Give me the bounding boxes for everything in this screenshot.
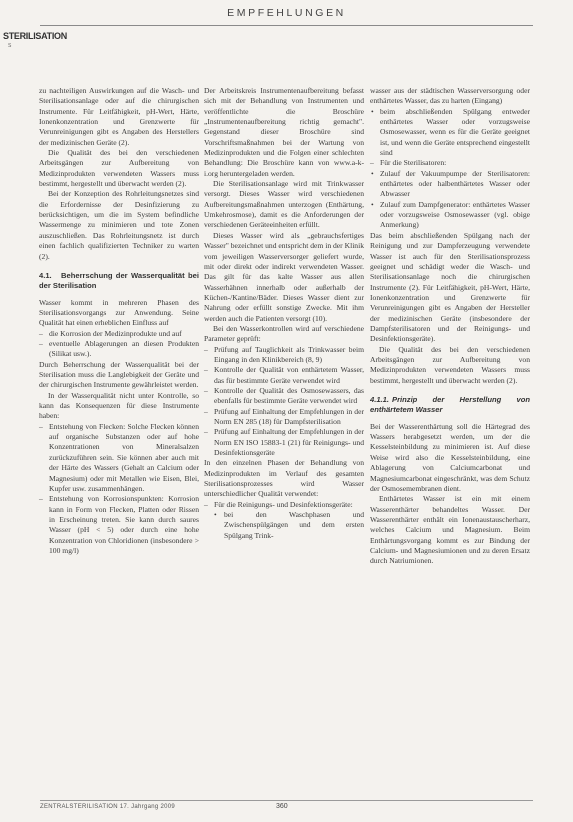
paragraph: Die Qualität des bei den verschiedenen Arbeitsgängen zur Aufbereitung von Medizinprodukten verwendeten Wassers muss bestimmt, hergestellt und überwacht werden (2). xyxy=(39,148,199,189)
section-header: EMPFEHLUNGEN xyxy=(227,7,346,19)
paragraph: Die Sterilisationsanlage wird mit Trinkwasser versorgt. Dieses Wasser wird verschiedenen Aufbereitungsmaßnahmen unterzogen (Enthärtung, Umkehrosmose), damit es die Anforderungen der verschiedenen Geräteeinheiten erfüllt. xyxy=(204,179,364,230)
journal-logo: STERILISATION xyxy=(3,31,67,41)
section-heading-text: Beherrschung der Wasserqualität bei der Sterilisation xyxy=(39,270,199,291)
paragraph: Die Qualität des bei den verschiedenen Arbeitsgängen zur Aufbereitung von Medizinprodukten verwendeten Wassers muss bestimmt, hergestellt und überwacht werden (2). xyxy=(370,344,530,385)
paragraph: Der Arbeitskreis Instrumentenaufbereitung befasst sich mit der Behandlung von Instrumenten und veröffentlichte die Broschüre „Instrumentenaufbereitung richtig gemacht". Gegenstand dieser Broschüre sind Vorschriftsmaßnahmen bei der Wartung von Medizinprodukten und die Folgen einer schlechten Behandlung: Die Broschüre kann von www.a-k-i.org heruntergeladen werden. xyxy=(204,86,364,178)
list-item: – Prüfung auf Tauglichkeit als Trinkwasser beim Eingang in den Klinikbereich (8, 9) xyxy=(204,345,364,366)
footer-journal: ZENTRALSTERILISATION 17. Jahrgang 2009 xyxy=(40,804,176,810)
list-item: – Prüfung auf Einhaltung der Empfehlungen in der Norm EN 285 (18) für Dampfsterilisation xyxy=(204,407,364,428)
text-column-1 xyxy=(39,86,199,556)
list-item: • Zulauf zum Dampfgenerator: enthärtetes Wasser oder vorzugsweise Osmosewasser (vgl. obige Anmerkung) xyxy=(370,200,530,231)
bullet-list xyxy=(204,500,364,541)
bullet-list xyxy=(39,329,199,360)
text-column-3 xyxy=(370,86,530,567)
paragraph: Bei der Konzeption des Rohrleitungsnetzes sind die Erfordernisse der Desinfizierung zu berücksichtigen, um die im System befindliche Wassermenge zu minimieren und tote Zonen auszuschließen. Das Rohrleitungsnetz ist durch einen fachlich qualifizierten Techniker zu warten (2). xyxy=(39,189,199,261)
page-number: 360 xyxy=(276,803,288,810)
list-item: – Kontrolle der Qualität des Osmosewassers, das ebenfalls für bestimmte Geräte verwendet wird xyxy=(204,386,364,407)
header-rule xyxy=(40,25,533,26)
section-number: 4.1. xyxy=(39,270,52,280)
list-item: – Für die Sterilisatoren: xyxy=(370,158,530,168)
paragraph: In den einzelnen Phasen der Behandlung von Medizinprodukten im Verlauf des gesamten Sterilisationsprozesses wird Wasser unterschiedlicher Qualität verwendet: xyxy=(204,458,364,499)
text-column-2 xyxy=(204,86,364,541)
bullet-list xyxy=(204,345,364,459)
section-number: 4.1.1. xyxy=(370,394,389,404)
list-item: – eventuelle Ablagerungen an diesen Produkten (Silikat usw.). xyxy=(39,339,199,360)
paragraph: zu nachteiligen Auswirkungen auf die Wasch- und Sterilisationsanlage oder auf die chirurgischen Instrumente. Für Leitfähigkeit, pH-Wert, Härte, Ionenkonzentration und Grenzwerte für Verunreinigungen gibt es Angaben des Herstellers der medizinischen Geräte (2). xyxy=(39,86,199,147)
journal-logo-mark: S xyxy=(8,43,12,49)
bullet-list xyxy=(39,422,199,556)
paragraph: Bei den Wasserkontrollen wird auf verschiedene Parameter geprüft: xyxy=(204,323,364,344)
footer-rule xyxy=(40,800,533,801)
paragraph: In der Wasserqualität nicht unter Kontrolle, so kann das Konsequenzen für diese Instrumente haben: xyxy=(39,390,199,421)
section-heading xyxy=(370,395,530,416)
list-item: – Kontrolle der Qualität von enthärtetem Wasser, das für bestimmte Geräte verwendet wird xyxy=(204,365,364,386)
list-item: – Entstehung von Korrosionspunkten: Korrosion kann in Form von Flecken, Platten oder Rissen in Erscheinung treten. Sie kann durch saures Wasser (pH < 5) oder durch eine hohe Konzentration von Chloridionen (insbesondere > 100 mg/l) xyxy=(39,494,199,556)
paragraph: Bei der Wasserenthärtung soll die Härtegrad des Wassers herabgesetzt werden, um der die Kesselsteinbildung zu minimieren ist. Auf diese Weise wird also die Kesselsteinbildung, eine Ablagerung von Calciumcarbonat und Magnesiumcarbonat eingeschränkt, was dem Schutz der Osmosemembranen dient. xyxy=(370,421,530,493)
list-item: • beim abschließenden Spülgang entweder enthärtetes Wasser oder vorzugsweise Osmosewasser, wenn es für die Geräte geeignet ist, und wenn die Geräte entsprechend eingestellt sind xyxy=(370,107,530,159)
paragraph: Enthärtetes Wasser ist ein mit einem Wasserenthärter behandeltes Wasser. Der Wasserenthärter enthält ein Ionenaustauscherharz, welches Calcium und Magnesium. Beim Enthärtungsvorgang kommt es zur Bindung der Calcium- und Magnesiumionen und zu deren Ersatz durch Natriumionen. xyxy=(370,494,530,566)
section-heading xyxy=(39,271,199,292)
list-item: • Zulauf der Vakuumpumpe der Sterilisatoren: enthärtetes oder halbenthärtetes Wasser oder Abwasser xyxy=(370,169,530,200)
paragraph: Das beim abschließenden Spülgang nach der Reinigung und zur Dampferzeugung verwendete Wasser ist auch für den Sterilisationsprozess geeignet und schädigt weder die Wasch- und Sterilisationsanlage noch die chirurgischen Instrumente (2). Für Leitfähigkeit, pH-Wert, Härte, Ionenkonzentration und Grenzwerte für Verunreinigungen gibt es Angaben der Hersteller der medizinischen Geräte (insbesondere der Dampfsterilisatoren und der Reinigungs- und Desinfektionsgeräte). xyxy=(370,230,530,344)
paragraph: Dieses Wasser wird als „gebrauchsfertiges Wasser" bezeichnet und entspricht dem in der Klinik vom jeweiligen Wasserversorger geliefert wurde, mit oder direkt oder indirekt verwendeten Wasser. Das gilt für das kalte Wasser aus allen Wasserhähnen innerhalb oder außerhalb der Küchen-/Kantine/Bäder. Dieses Wasser dient zur Nahrung oder erfüllt sonstige Zwecke. Mit ihm werden auch die Patienten versorgt (10). xyxy=(204,230,365,323)
list-item: – Prüfung auf Einhaltung der Empfehlungen in der Norm EN ISO 15883-1 (21) für Reinigungs- und Desinfektionsgeräte xyxy=(204,427,364,458)
list-item: – Entstehung von Flecken: Solche Flecken können auf organische Substanzen oder auf hohe Konzentrationen von Mineralsalzen zurückzuführen sein. Sie können aber auch mit der Härte des Wassers (Gehalt an Calcium oder Magnesium) oder mit Metallen wie Eisen, Blei, Kupfer usw. zusammenhängen. xyxy=(39,422,199,494)
paragraph: Durch Beherrschung der Wasserqualität bei der Sterilisation muss die Langlebigkeit der Geräte und der chirurgischen Instrumente gewährleistet werden. xyxy=(39,359,199,390)
paragraph: Wasser kommt in mehreren Phasen des Sterilisationsvorgangs zur Anwendung. Seine Qualität hat einen erheblichen Einfluss auf xyxy=(39,297,199,328)
list-item: – Für die Reinigungs- und Desinfektionsgeräte: xyxy=(204,500,364,510)
paragraph: wasser aus der städtischen Wasserversorgung oder enthärtetes Wasser, das zu harten (Eingang) xyxy=(370,86,530,106)
section-heading-text: Prinzip der Herstellung von enthärtetem Wasser xyxy=(370,394,530,415)
list-item: • bei den Waschphasen und Zwischenspülgängen und dem ersten Spülgang Trink- xyxy=(204,510,364,541)
list-item: – die Korrosion der Medizinprodukte und auf xyxy=(39,329,199,339)
bullet-list xyxy=(370,107,530,231)
